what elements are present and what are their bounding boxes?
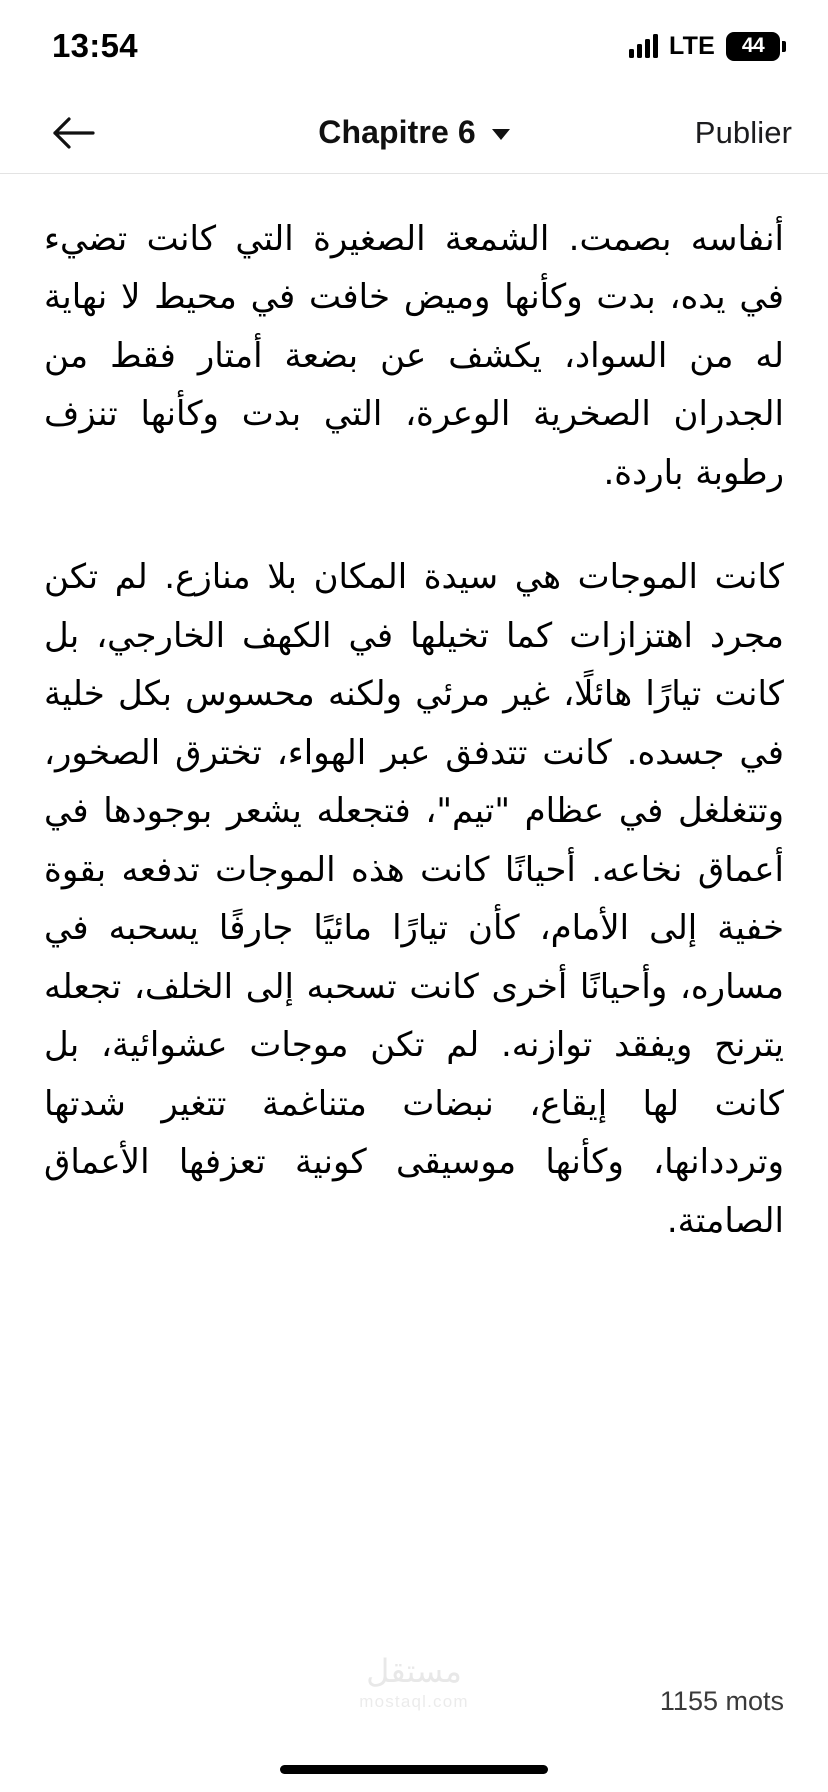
paragraph[interactable]: أنفاسه بصمت. الشمعة الصغيرة التي كانت تضيء في يده، بدت وكأنها وميض خافت في محيط لا نهاية له من السواد، يكشف عن بضعة أمتار فقط من الجدران الصخرية الوعرة، التي بدت وكأنها تنزف رطوبة باردة. xyxy=(44,219,784,493)
chevron-down-icon xyxy=(492,129,510,140)
status-time: 13:54 xyxy=(52,27,138,64)
navigation-bar xyxy=(0,92,828,174)
paragraph[interactable]: كانت الموجات هي سيدة المكان بلا منازع. لم تكن مجرد اهتزازات كما تخيلها في الكهف الخارجي، بل كانت تيارًا هائلًا، غير مرئي ولكنه محسوس بكل خلية في جسده. كانت تتدفق عبر الهواء، تخترق الصخور، وتتغلغل في عظام "تيم"، فتجعله يشعر بوجودها في أعماق نخاعه. أحيانًا كانت هذه الموجات تدفعه بقوة خفية إلى الأمام، كأن تيارًا مائيًا جارفًا يسحبه في مساره، وأحيانًا أخرى كانت تسحبه إلى الخلف، تجعله يترنح ويفقد توازنه. لم تكن موجات عشوائية، بل كانت لها إيقاع، نبضات متناغمة تتغير شدتها وترددانها، وكأنها موسيقى كونية تعزفها الأعماق الصامتة. xyxy=(44,557,784,1241)
watermark-url: mostaql.com xyxy=(359,1692,469,1711)
home-indicator[interactable] xyxy=(280,1765,548,1774)
back-button[interactable] xyxy=(44,103,104,163)
footer-bar xyxy=(0,1642,828,1792)
watermark-logo: مستقل xyxy=(366,1652,462,1690)
word-count-label: 1155 mots xyxy=(659,1686,784,1716)
publish-button[interactable]: Publier xyxy=(694,114,792,150)
status-bar xyxy=(0,0,828,92)
battery-icon xyxy=(726,32,780,61)
chapter-selector[interactable] xyxy=(318,114,509,151)
status-indicators xyxy=(629,32,780,61)
back-arrow-icon xyxy=(52,116,96,150)
cellular-signal-icon xyxy=(629,34,658,58)
document-editor[interactable] xyxy=(0,174,828,1642)
network-type-label: LTE xyxy=(669,31,715,60)
page-title: Chapitre 6 xyxy=(318,114,476,150)
battery-level-label: 44 xyxy=(741,34,765,57)
